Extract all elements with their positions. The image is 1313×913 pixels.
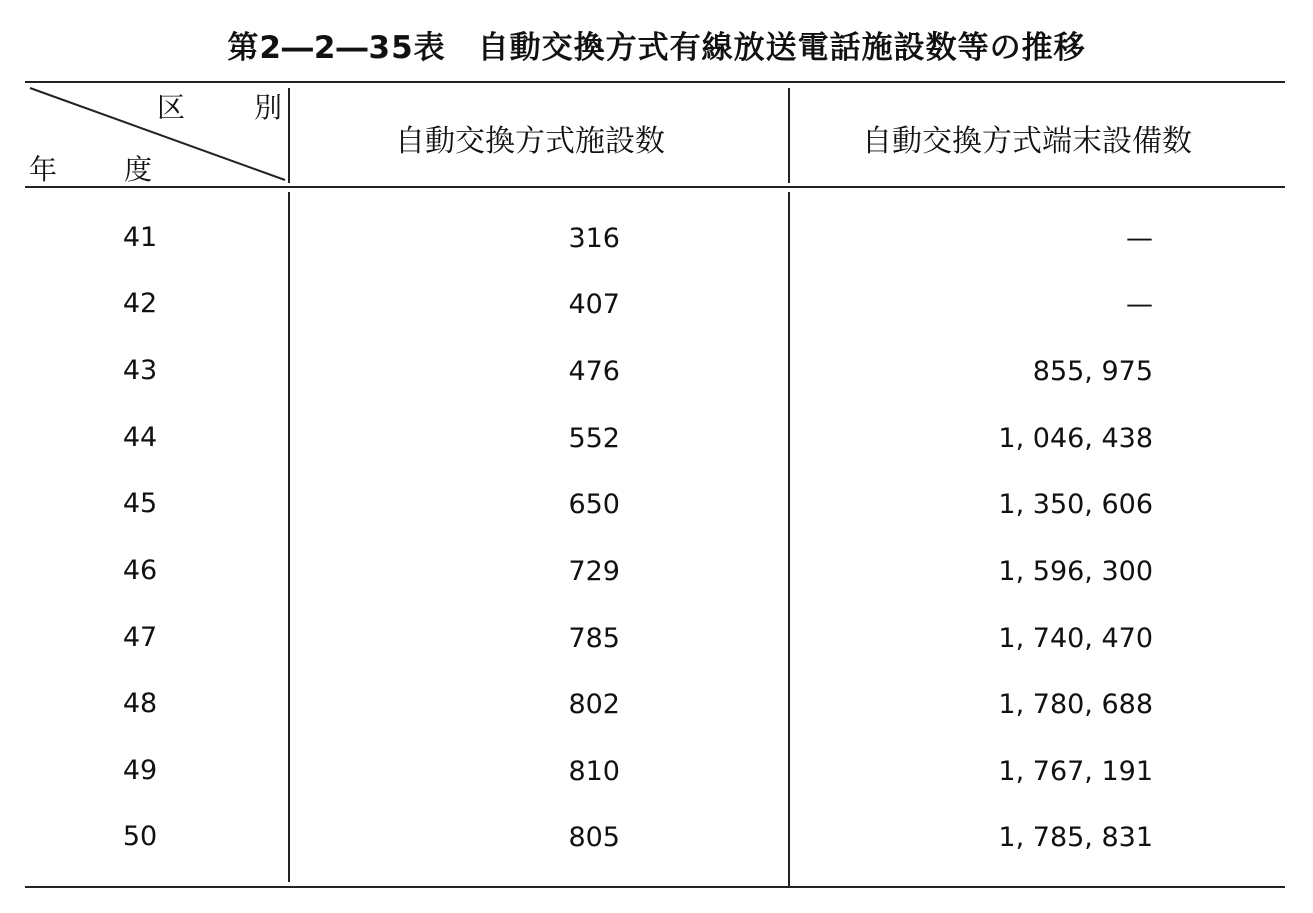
year-cell: 46 (122, 555, 158, 586)
terminals-cell: 855, 975 (1032, 356, 1153, 387)
terminals-cell: 1, 046, 438 (998, 423, 1153, 454)
year-cell: 42 (122, 288, 158, 319)
year-cell: 47 (122, 622, 158, 653)
year-cell: 49 (122, 755, 158, 786)
corner-label-do: 度 (124, 153, 153, 186)
corner-label-betsu: 別 (254, 91, 283, 124)
facilities-cell: 785 (568, 623, 620, 654)
terminals-cell: 1, 350, 606 (998, 489, 1153, 520)
year-cell: 43 (122, 355, 158, 386)
corner-label-ku: 区 (157, 91, 186, 124)
corner-label-nen: 年 (29, 153, 58, 186)
facilities-cell: 407 (568, 289, 620, 320)
facilities-cell: 316 (568, 223, 620, 254)
year-cell: 45 (122, 488, 158, 519)
year-cell: 48 (122, 688, 158, 719)
facilities-cell: 476 (568, 356, 620, 387)
terminals-cell: — (1126, 223, 1153, 254)
facilities-cell: 810 (568, 756, 620, 787)
facilities-cell: 802 (568, 689, 620, 720)
terminals-cell: 1, 767, 191 (998, 756, 1153, 787)
facilities-cell: 552 (568, 423, 620, 454)
terminals-cell: 1, 785, 831 (998, 822, 1153, 853)
facilities-cell: 650 (568, 489, 620, 520)
facilities-cell: 729 (568, 556, 620, 587)
terminals-cell: 1, 780, 688 (998, 689, 1153, 720)
terminals-cell: — (1126, 289, 1153, 320)
column-header-terminals: 自動交換方式端末設備数 (862, 124, 1192, 159)
column-header-facilities: 自動交換方式施設数 (395, 124, 665, 159)
year-cell: 41 (122, 222, 158, 253)
facilities-cell: 805 (568, 822, 620, 853)
table-title: 第2―2―35表 自動交換方式有線放送電話施設数等の推移 (227, 30, 1086, 66)
year-cell: 44 (122, 422, 158, 453)
terminals-cell: 1, 596, 300 (998, 556, 1153, 587)
terminals-cell: 1, 740, 470 (998, 623, 1153, 654)
year-cell: 50 (122, 821, 158, 852)
